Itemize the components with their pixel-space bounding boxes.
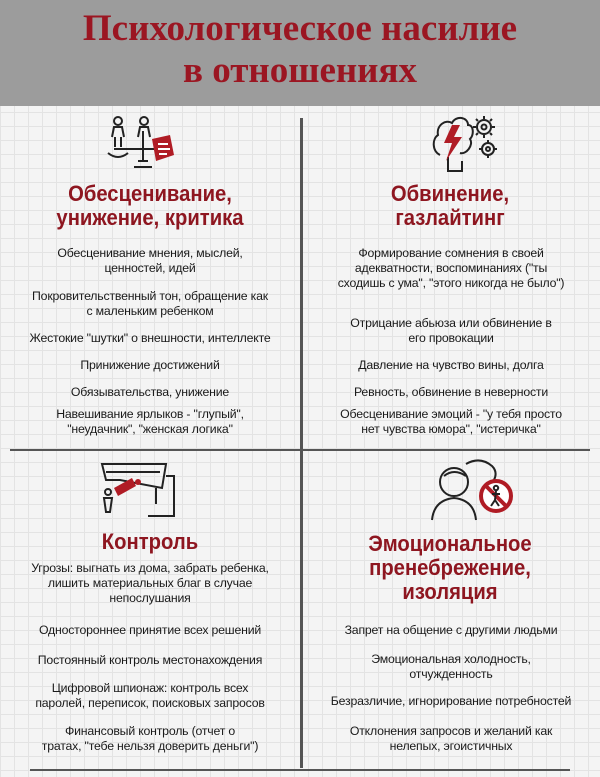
list-item-line: нет чувства юмора", "истеричка"	[361, 422, 541, 436]
heading-line: Эмоциональное	[368, 531, 532, 556]
list-item-line: Обязывательства, унижение	[70, 385, 230, 399]
list-item-line: Безразличие, игнорирование потребностей	[330, 694, 572, 708]
list-item-line: паролей, переписок, поисковых запросов	[35, 696, 265, 710]
list-item	[0, 561, 300, 606]
list-item	[0, 407, 300, 437]
list-item-line: Принижение достижений	[80, 358, 220, 372]
list-item	[302, 694, 600, 709]
list-item-line: Эмоциональная холодность,	[371, 652, 531, 666]
list-item-line: сходишь с ума", "этого никогда не было")	[337, 276, 565, 290]
list-item	[302, 652, 600, 682]
list-item-line: Обесценивание эмоций - "у тебя просто	[340, 407, 562, 421]
list-item-line: Ревность, обвинение в неверности	[353, 385, 549, 399]
list-item-line: нелепых, эгоистичных	[389, 739, 513, 753]
heading-line: Контроль	[101, 529, 199, 554]
list-item-line: Запрет на общение с другими людьми	[344, 623, 558, 637]
list-item	[302, 407, 600, 437]
list-item-line: Покровительственный тон, обращение как	[32, 289, 268, 303]
list-item-line: Одностороннее принятие всех решений	[38, 623, 262, 637]
list-item	[0, 331, 300, 346]
list-item	[302, 358, 600, 373]
heading-line: Обесценивание,	[68, 181, 232, 206]
list-item-line: адекватности, воспоминаниях ("ты	[354, 261, 548, 275]
list-item	[302, 316, 600, 346]
list-item	[302, 385, 600, 400]
list-item-line: ценностей, идей	[104, 261, 196, 275]
title-line: в отношениях	[182, 50, 418, 91]
section-heading-control	[12, 530, 288, 554]
scales-people-icon	[104, 115, 182, 173]
list-item	[0, 623, 300, 638]
list-item-line: тратах, "тебе нельзя доверить деньги")	[41, 739, 259, 753]
brain-lightning-gears-icon	[430, 113, 500, 175]
list-item-line: Отклонения запросов и желаний как	[349, 724, 553, 738]
list-item	[302, 724, 600, 754]
list-item-line: Формирование сомнения в своей	[358, 246, 544, 260]
person-prohibited-icon	[428, 456, 516, 522]
list-item-line: его провокации	[408, 331, 494, 345]
heading-line: газлайтинг	[395, 205, 505, 230]
surveillance-camera-icon	[96, 458, 178, 520]
heading-line: унижение, критика	[56, 205, 244, 230]
list-item-line: Навешивание ярлыков - "глупый",	[56, 407, 244, 421]
horizontal-divider	[10, 449, 590, 451]
list-item-line: лишить материальных благ в случае	[47, 576, 253, 590]
list-item-line: Цифровой шпионаж: контроль всех	[51, 681, 249, 695]
list-item-line: Финансовый контроль (отчет о	[64, 724, 236, 738]
list-item-line: Обесценивание мнения, мыслей,	[57, 246, 243, 260]
section-heading-devaluation	[12, 182, 288, 230]
title-line: Психологическое насилие	[82, 8, 518, 49]
list-item-line: непослушания	[109, 591, 191, 605]
list-item-line: Давление на чувство вины, долга	[358, 358, 544, 372]
list-item-line: "неудачник", "женская логика"	[67, 422, 233, 436]
list-item-line: Постоянный контроль местонахождения	[37, 653, 263, 667]
list-item	[302, 246, 600, 291]
list-item-line: отчужденность	[409, 667, 493, 681]
bottom-divider	[30, 769, 570, 771]
list-item-line: Жестокие "шутки" о внешности, интеллекте	[29, 331, 271, 345]
section-heading-gaslighting	[312, 182, 588, 230]
list-item	[0, 358, 300, 373]
list-item	[302, 623, 600, 638]
list-item	[0, 653, 300, 668]
heading-line: Обвинение,	[390, 181, 510, 206]
page-title	[0, 8, 600, 92]
list-item	[0, 385, 300, 400]
list-item-line: с маленьким ребенком	[86, 304, 214, 318]
list-item	[0, 681, 300, 711]
list-item	[0, 246, 300, 276]
list-item	[0, 724, 300, 754]
list-item-line: Угрозы: выгнать из дома, забрать ребенка,	[31, 561, 269, 575]
heading-line: пренебрежение,	[369, 555, 531, 580]
section-heading-neglect	[312, 532, 588, 604]
list-item	[0, 289, 300, 319]
list-item-line: Отрицание абьюза или обвинение в	[350, 316, 552, 330]
heading-line: изоляция	[402, 579, 498, 604]
